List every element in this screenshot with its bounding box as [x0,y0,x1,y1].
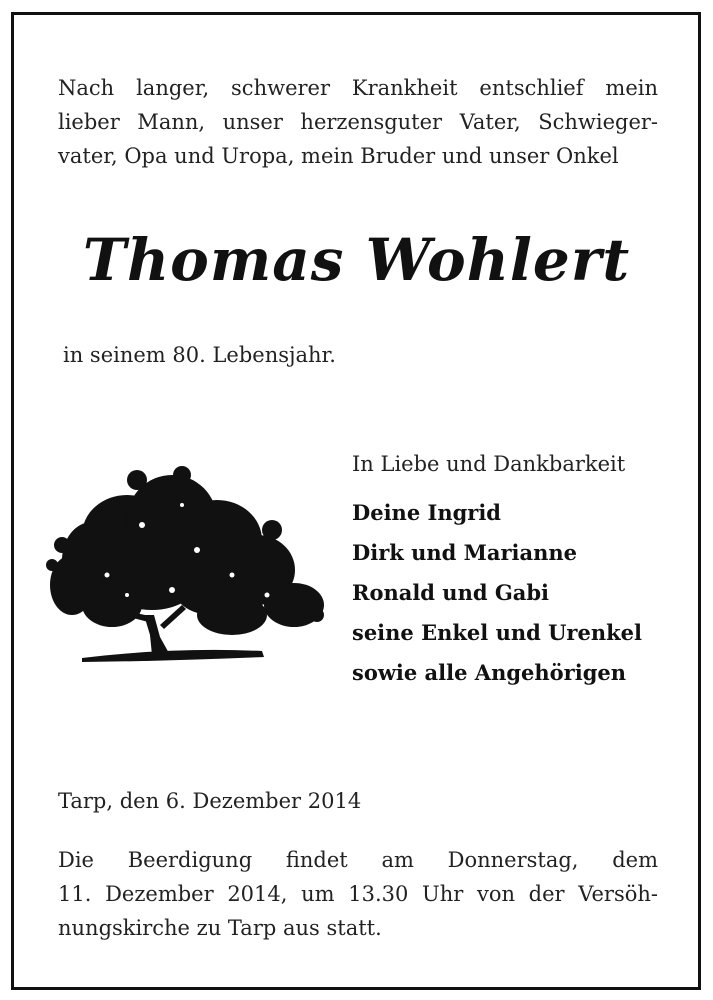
mourner: seine Enkel und Urenkel [352,620,643,645]
deceased-name: Thomas Wohlert [82,226,631,294]
mourner: sowie alle Angehörigen [352,660,627,685]
place-date: Tarp, den 6. Dezember 2014 [58,789,362,813]
funeral-line: nungskirche zu Tarp aus statt. [58,916,382,940]
greeting: In Liebe und Dankbarkeit [352,452,626,476]
tree-silhouette-icon [32,465,327,665]
funeral-line: Die Beerdigung findet am Donnerstag, dem [58,848,658,872]
funeral-info [58,843,658,945]
intro-text [58,71,658,173]
mourner: Deine Ingrid [352,500,501,525]
mourner: Dirk und Marianne [352,540,578,565]
intro-line: vater, Opa und Uropa, mein Bruder und unser Onkel [58,144,619,168]
mourners-list [352,493,642,693]
age-line: in seinem 80. Lebensjahr. [63,343,336,367]
mourner: Ronald und Gabi [352,580,550,605]
intro-line: lieber Mann, unser herzensguter Vater, Schwieger- [58,110,658,134]
funeral-line: 11. Dezember 2014, um 13.30 Uhr von der Versöh- [58,882,658,906]
intro-line: Nach langer, schwerer Krankheit entschlief mein [58,76,658,100]
